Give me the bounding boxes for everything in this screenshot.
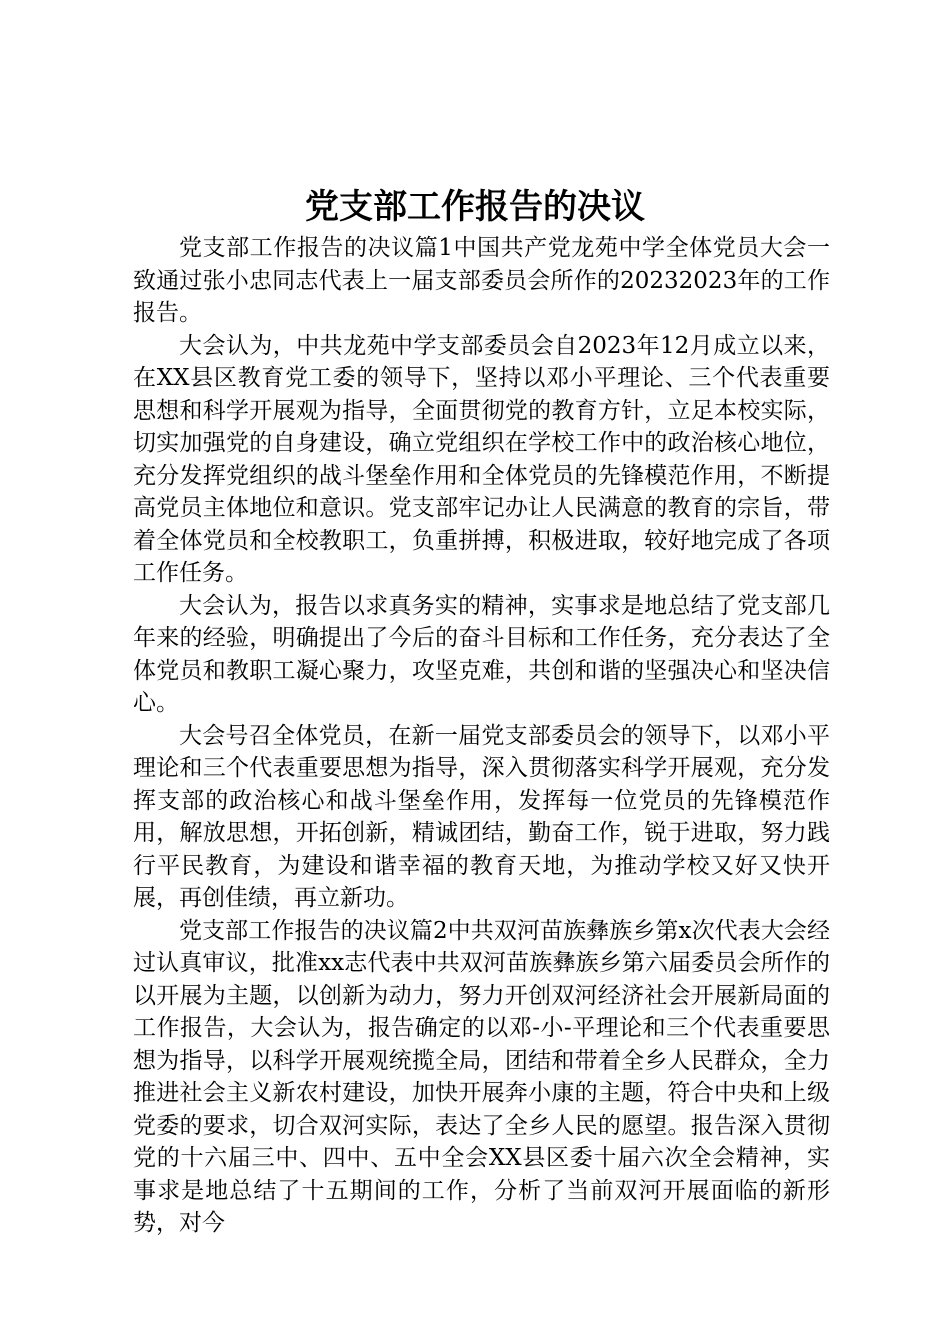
document-title: 党支部工作报告的决议: [305, 187, 645, 227]
paragraph: 党支部工作报告的决议篇1中国共产党龙苑中学全体党员大会一致通过张小忠同志代表上一届支部委员会所作的20232023年的工作报告。: [133, 235, 830, 326]
paragraph: 党支部工作报告的决议篇2中共双河苗族彝族乡第x次代表大会经过认真审议，批准xx志代表中共双河苗族彝族乡第六届委员会所作的以开展为主题，以创新为动力，努力开创双河经济社会开展新局面的工作报告，大会认为，报告确定的以邓-小-平理论和三个代表重要思想为指导，以科学开展观统揽全局，团结和带着全乡人民群众，全力推进社会主义新农村建设，加快开展奔小康的主题，符合中央和上级党委的要求，切合双河实际，表达了全乡人民的愿望。报告深入贯彻党的十六届三中、四中、五中全会XX县区委十届六次全会精神，实事求是地总结了十五期间的工作，分析了当前双河开展面临的新形势，对今: [133, 917, 830, 1236]
paragraph: 大会号召全体党员，在新一届党支部委员会的领导下，以邓小平理论和三个代表重要思想为指导，深入贯彻落实科学开展观，充分发挥支部的政治核心和战斗堡垒作用，发挥每一位党员的先锋模范作用，解放思想，开拓创新，精诚团结，勤奋工作，锐于进取，努力践行平民教育，为建设和谐幸福的教育天地，为推动学校又好又快开展，再创佳绩，再立新功。: [133, 722, 830, 911]
document-body: [133, 232, 830, 1240]
paragraph: 大会认为，报告以求真务实的精神，实事求是地总结了党支部几年来的经验，明确提出了今后的奋斗目标和工作任务，充分表达了全体党员和教职工凝心聚力，攻坚克难，共创和谐的坚强决心和坚决信心。: [133, 592, 830, 716]
paragraph: 大会认为，中共龙苑中学支部委员会自2023年12月成立以来，在XX县区教育党工委的领导下，坚持以邓小平理论、三个代表重要思想和科学开展观为指导，全面贯彻党的教育方针，立足本校实际，切实加强党的自身建设，确立党组织在学校工作中的政治核心地位，充分发挥党组织的战斗堡垒作用和全体党员的先锋模范作用，不断提高党员主体地位和意识。党支部牢记办让人民满意的教育的宗旨，带着全体党员和全校教职工，负重拼搏，积极进取，较好地完成了各项工作任务。: [133, 332, 830, 586]
